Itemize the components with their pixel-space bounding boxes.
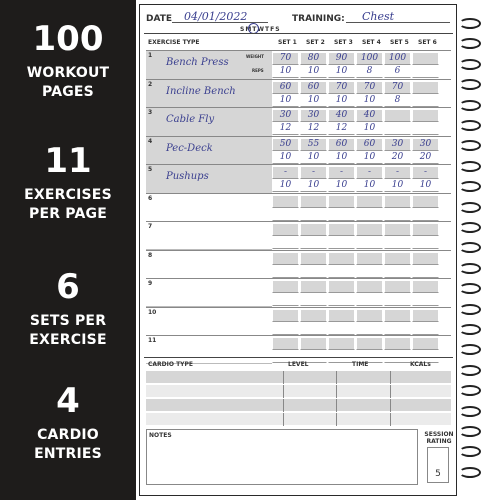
exercise-name: Bench Press <box>166 57 229 68</box>
cardio-row[interactable] <box>146 413 451 426</box>
reps-cell[interactable] <box>384 179 411 192</box>
set-header: SET 6 <box>418 39 437 46</box>
weight-cell[interactable] <box>384 309 411 322</box>
binding-ring-icon <box>459 59 481 70</box>
reps-cell[interactable] <box>412 65 439 78</box>
reps-value: 12 <box>279 123 292 133</box>
weight-cell[interactable] <box>356 223 383 236</box>
reps-cell[interactable] <box>356 151 383 164</box>
weight-value: 80 <box>307 53 320 63</box>
training-label: TRAINING: <box>292 14 345 24</box>
reps-value: 10 <box>419 180 432 190</box>
weight-value: - <box>395 167 400 177</box>
weight-cell[interactable] <box>300 81 327 94</box>
reps-cell[interactable] <box>384 65 411 78</box>
cardio-column-divider <box>390 385 391 398</box>
weight-cell[interactable] <box>356 195 383 208</box>
weight-value: 70 <box>363 81 376 92</box>
reps-cell[interactable] <box>272 179 299 192</box>
weight-cell[interactable] <box>384 81 411 94</box>
reps-cell[interactable] <box>328 236 355 249</box>
reps-cell[interactable] <box>300 293 327 306</box>
exercise-number: 2 <box>148 80 153 88</box>
date-label: DATE <box>146 14 173 24</box>
weight-value: 60 <box>335 138 348 149</box>
weight-cell[interactable] <box>272 309 299 322</box>
feature-number: 4 <box>56 381 80 421</box>
reps-cell[interactable] <box>300 236 327 249</box>
weight-cell[interactable] <box>356 109 383 122</box>
exercise-name-cell[interactable] <box>146 336 272 364</box>
exercise-row <box>146 50 451 78</box>
reps-cell[interactable] <box>272 236 299 249</box>
reps-cell[interactable] <box>356 94 383 107</box>
weight-cell[interactable] <box>412 166 439 179</box>
weight-cell[interactable] <box>328 195 355 208</box>
reps-cell[interactable] <box>412 151 439 164</box>
binding-ring-icon <box>459 263 481 274</box>
weight-cell[interactable] <box>300 138 327 151</box>
training-value[interactable]: Chest <box>362 10 395 23</box>
feature-cardio <box>0 382 136 464</box>
weight-cell[interactable] <box>356 309 383 322</box>
session-label: SESSION <box>424 431 454 438</box>
exercise-number: 4 <box>148 137 153 145</box>
weight-cell[interactable] <box>272 52 299 65</box>
kcals-label: KCALs <box>410 361 431 368</box>
set-header: SET 1 <box>278 39 297 46</box>
date-value[interactable]: 04/01/2022 <box>184 10 248 23</box>
reps-label: REPS <box>252 68 264 73</box>
exercise-row <box>146 335 451 363</box>
binding-ring-icon <box>459 242 481 253</box>
cardio-row[interactable] <box>146 399 451 412</box>
reps-value: 10 <box>335 66 348 76</box>
binding-ring-icon <box>459 304 481 315</box>
weight-cell[interactable] <box>272 166 299 179</box>
binding-ring-icon <box>459 38 481 49</box>
reps-value: 12 <box>335 123 348 133</box>
feature-line: PER PAGE <box>29 206 107 222</box>
time-label: TIME <box>352 361 369 368</box>
weight-cell[interactable] <box>412 309 439 322</box>
exercise-row <box>146 107 451 135</box>
weight-value: 70 <box>335 81 348 92</box>
weight-cell[interactable] <box>300 309 327 322</box>
reps-value: 10 <box>279 151 292 162</box>
reps-value: 10 <box>279 180 292 190</box>
weight-cell[interactable] <box>300 195 327 208</box>
reps-cell[interactable] <box>300 322 327 335</box>
reps-value: 10 <box>363 123 376 133</box>
set-header: SET 5 <box>390 39 409 46</box>
reps-cell[interactable] <box>272 265 299 278</box>
reps-cell[interactable] <box>384 322 411 335</box>
reps-cell[interactable] <box>384 151 411 164</box>
feature-line: EXERCISE <box>29 332 107 348</box>
reps-cell[interactable] <box>384 94 411 107</box>
weight-cell[interactable] <box>328 109 355 122</box>
reps-cell[interactable] <box>412 208 439 221</box>
exercise-name-cell[interactable] <box>146 279 272 307</box>
reps-cell[interactable] <box>328 94 355 107</box>
exercise-row <box>146 164 451 192</box>
weight-cell[interactable] <box>300 109 327 122</box>
exercise-name: Pushups <box>166 171 209 182</box>
weight-cell[interactable] <box>384 195 411 208</box>
cardio-column-divider <box>283 371 284 384</box>
reps-value: 20 <box>419 151 432 162</box>
reps-cell[interactable] <box>300 94 327 107</box>
weight-value: 70 <box>279 53 292 63</box>
reps-cell[interactable] <box>328 179 355 192</box>
reps-cell[interactable] <box>300 151 327 164</box>
set-header: SET 2 <box>306 39 325 46</box>
weight-value: 30 <box>307 110 320 120</box>
reps-cell[interactable] <box>272 65 299 78</box>
weight-cell[interactable] <box>384 252 411 265</box>
binding-ring-icon <box>459 365 481 376</box>
weight-cell[interactable] <box>384 52 411 65</box>
session-rating-box[interactable] <box>427 447 449 483</box>
exercise-number: 8 <box>148 251 153 259</box>
exercise-number: 5 <box>148 166 153 173</box>
weight-cell[interactable] <box>412 280 439 293</box>
weight-value: 90 <box>335 53 348 63</box>
feature-line: SETS PER <box>29 313 107 329</box>
reps-cell[interactable] <box>412 265 439 278</box>
feature-sets <box>0 268 136 350</box>
reps-cell[interactable] <box>272 322 299 335</box>
binding-ring-icon <box>459 181 481 192</box>
reps-cell[interactable] <box>356 265 383 278</box>
feature-line: WORKOUT <box>26 65 110 81</box>
weight-value: 70 <box>391 81 404 92</box>
binding-ring-icon <box>459 467 481 478</box>
weight-value: 100 <box>388 53 407 63</box>
reps-cell[interactable] <box>412 236 439 249</box>
reps-cell[interactable] <box>272 293 299 306</box>
reps-cell[interactable] <box>300 265 327 278</box>
feature-line: ENTRIES <box>34 446 102 462</box>
weight-cell[interactable] <box>412 252 439 265</box>
feature-line: CARDIO <box>37 427 99 443</box>
weight-cell[interactable] <box>328 337 355 350</box>
reps-cell[interactable] <box>384 236 411 249</box>
weight-cell[interactable] <box>412 109 439 122</box>
weight-cell[interactable] <box>272 109 299 122</box>
weight-cell[interactable] <box>412 52 439 65</box>
reps-cell[interactable] <box>384 208 411 221</box>
reps-cell[interactable] <box>328 322 355 335</box>
exercise-number: 6 <box>148 194 153 202</box>
reps-cell[interactable] <box>356 236 383 249</box>
binding-ring-icon <box>459 79 481 90</box>
weight-value: - <box>423 167 428 177</box>
weight-value: - <box>367 167 372 177</box>
weight-value: 30 <box>419 138 432 149</box>
reps-cell[interactable] <box>300 65 327 78</box>
feature-number: 100 <box>32 19 104 59</box>
binding-ring-icon <box>459 426 481 437</box>
weight-value: 60 <box>363 138 376 149</box>
reps-value: 10 <box>363 180 376 190</box>
reps-cell[interactable] <box>356 293 383 306</box>
reps-cell[interactable] <box>328 122 355 135</box>
reps-cell[interactable] <box>412 94 439 107</box>
reps-cell[interactable] <box>356 322 383 335</box>
feature-panel <box>0 0 136 500</box>
weight-cell[interactable] <box>384 337 411 350</box>
weight-value: - <box>283 167 288 177</box>
weight-cell[interactable] <box>356 280 383 293</box>
binding-ring-icon <box>459 161 481 172</box>
cardio-row[interactable] <box>146 371 451 384</box>
weight-cell[interactable] <box>272 280 299 293</box>
reps-cell[interactable] <box>356 208 383 221</box>
cardio-column-divider <box>336 385 337 398</box>
weight-value: 60 <box>279 81 292 92</box>
reps-value: 10 <box>307 66 320 76</box>
weight-cell[interactable] <box>328 223 355 236</box>
weight-cell[interactable] <box>384 223 411 236</box>
weight-cell[interactable] <box>384 166 411 179</box>
weight-value: 55 <box>307 138 320 149</box>
reps-value: 10 <box>279 94 292 105</box>
cardio-column-divider <box>336 399 337 412</box>
exercise-name-cell[interactable] <box>146 251 272 279</box>
weight-value: 30 <box>391 138 404 149</box>
reps-cell[interactable] <box>300 179 327 192</box>
reps-cell[interactable] <box>356 65 383 78</box>
reps-value: 10 <box>279 66 292 76</box>
reps-cell[interactable] <box>412 122 439 135</box>
weight-value: - <box>339 167 344 177</box>
cardio-type-label: CARDIO TYPE <box>148 361 194 368</box>
weight-cell[interactable] <box>412 81 439 94</box>
exercise-name: Incline Bench <box>166 85 236 97</box>
session-rating-value: 5 <box>435 469 441 479</box>
weight-cell[interactable] <box>412 195 439 208</box>
reps-value: 10 <box>363 151 376 162</box>
weight-cell[interactable] <box>272 252 299 265</box>
binding-ring-icon <box>459 283 481 294</box>
reps-cell[interactable] <box>272 94 299 107</box>
weight-cell[interactable] <box>412 138 439 151</box>
weight-cell[interactable] <box>300 280 327 293</box>
reps-value: 20 <box>391 151 404 162</box>
exercise-row <box>146 250 451 278</box>
feature-line: PAGES <box>42 84 94 100</box>
weight-cell[interactable] <box>300 223 327 236</box>
cardio-column-divider <box>390 413 391 426</box>
binding-ring-icon <box>459 406 481 417</box>
weight-cell[interactable] <box>272 81 299 94</box>
weight-cell[interactable] <box>300 166 327 179</box>
reps-value: 10 <box>335 94 348 105</box>
exercise-row <box>146 307 451 335</box>
cardio-column-divider <box>283 399 284 412</box>
weight-value: 30 <box>279 110 292 120</box>
weight-cell[interactable] <box>272 195 299 208</box>
weight-cell[interactable] <box>300 52 327 65</box>
weekday-selector[interactable]: SMTWTFS <box>240 26 281 33</box>
weight-label: WEIGHT <box>246 54 264 59</box>
exercise-name-cell[interactable] <box>146 165 272 193</box>
weight-cell[interactable] <box>328 52 355 65</box>
exercise-row <box>146 79 451 107</box>
cardio-column-divider <box>283 413 284 426</box>
cardio-row[interactable] <box>146 385 451 398</box>
weight-cell[interactable] <box>412 223 439 236</box>
reps-value: 10 <box>363 94 376 105</box>
exercise-number: 1 <box>148 52 153 59</box>
reps-cell[interactable] <box>300 122 327 135</box>
exercise-number: 11 <box>148 337 157 344</box>
exercise-number: 7 <box>148 223 153 230</box>
reps-cell[interactable] <box>412 322 439 335</box>
cardio-column-divider <box>336 413 337 426</box>
weight-cell[interactable] <box>300 337 327 350</box>
reps-value: 10 <box>307 94 320 105</box>
binding-ring-icon <box>459 385 481 396</box>
reps-value: 10 <box>307 151 320 162</box>
reps-cell[interactable] <box>300 208 327 221</box>
level-label: LEVEL <box>288 361 309 368</box>
weight-cell[interactable] <box>356 337 383 350</box>
exercise-name: Pec-Deck <box>166 142 213 154</box>
binding-ring-icon <box>459 18 481 29</box>
feature-pages <box>0 20 136 102</box>
cardio-column-divider <box>390 399 391 412</box>
exercise-header-row <box>146 37 451 49</box>
reps-cell[interactable] <box>272 122 299 135</box>
exercise-row <box>146 278 451 306</box>
cardio-column-divider <box>283 385 284 398</box>
reps-cell[interactable] <box>272 208 299 221</box>
weight-cell[interactable] <box>356 252 383 265</box>
weight-cell[interactable] <box>328 309 355 322</box>
cardio-divider <box>144 357 453 358</box>
reps-cell[interactable] <box>328 265 355 278</box>
weight-cell[interactable] <box>272 138 299 151</box>
set-header: SET 4 <box>362 39 381 46</box>
exercise-name-cell[interactable] <box>146 308 272 336</box>
binding-ring-icon <box>459 140 481 151</box>
reps-cell[interactable] <box>384 265 411 278</box>
exercise-row <box>146 136 451 164</box>
feature-number: 11 <box>44 141 92 181</box>
binding-ring-icon <box>459 100 481 111</box>
reps-cell[interactable] <box>412 293 439 306</box>
reps-cell[interactable] <box>328 208 355 221</box>
weight-cell[interactable] <box>328 166 355 179</box>
exercise-name-cell[interactable] <box>146 222 272 250</box>
reps-value: 10 <box>335 180 348 190</box>
reps-cell[interactable] <box>328 293 355 306</box>
weight-cell[interactable] <box>356 166 383 179</box>
weight-cell[interactable] <box>272 223 299 236</box>
set-header: SET 3 <box>334 39 353 46</box>
weight-value: 100 <box>360 53 379 63</box>
weight-value: - <box>311 167 316 177</box>
cardio-column-divider <box>390 371 391 384</box>
weight-cell[interactable] <box>328 81 355 94</box>
reps-cell[interactable] <box>356 179 383 192</box>
weight-cell[interactable] <box>328 252 355 265</box>
reps-cell[interactable] <box>328 65 355 78</box>
weight-cell[interactable] <box>412 337 439 350</box>
reps-value: 12 <box>307 123 320 133</box>
exercise-number: 3 <box>148 109 153 116</box>
reps-cell[interactable] <box>384 293 411 306</box>
weight-value: 40 <box>363 110 376 120</box>
workout-log-page <box>139 4 457 496</box>
reps-cell[interactable] <box>356 122 383 135</box>
binding-ring-icon <box>459 324 481 335</box>
feature-line: EXERCISES <box>24 187 112 203</box>
reps-value: 10 <box>335 151 348 162</box>
weight-value: 60 <box>307 81 320 92</box>
exercise-name: Cable Fly <box>166 114 215 125</box>
notes-box[interactable] <box>146 429 418 485</box>
weight-cell[interactable] <box>384 138 411 151</box>
exercise-number: 10 <box>148 308 157 316</box>
exercise-row <box>146 193 451 221</box>
binding-ring-icon <box>459 344 481 355</box>
exercise-row <box>146 221 451 249</box>
weight-cell[interactable] <box>300 252 327 265</box>
reps-value: 8 <box>366 66 373 76</box>
weight-cell[interactable] <box>384 280 411 293</box>
weight-cell[interactable] <box>356 52 383 65</box>
feature-exercises <box>0 142 136 224</box>
exercise-name-cell[interactable] <box>146 194 272 222</box>
weight-cell[interactable] <box>328 138 355 151</box>
reps-value: 10 <box>391 180 404 190</box>
weight-cell[interactable] <box>272 337 299 350</box>
reps-value: 8 <box>394 94 401 105</box>
reps-value: 6 <box>394 66 401 76</box>
exercise-number: 9 <box>148 280 153 287</box>
exercise-type-label: EXERCISE TYPE <box>148 39 200 46</box>
weight-value: 50 <box>279 138 292 149</box>
rating-label: RATING <box>426 438 452 445</box>
cardio-column-divider <box>336 371 337 384</box>
binding-ring-icon <box>459 120 481 131</box>
weight-cell[interactable] <box>356 81 383 94</box>
reps-value: 10 <box>307 180 320 190</box>
binding-ring-icon <box>459 202 481 213</box>
header-divider <box>144 33 453 34</box>
weight-cell[interactable] <box>356 138 383 151</box>
reps-cell[interactable] <box>328 151 355 164</box>
reps-cell[interactable] <box>272 151 299 164</box>
binding-ring-icon <box>459 446 481 457</box>
notes-label: NOTES <box>149 432 172 439</box>
reps-cell[interactable] <box>384 122 411 135</box>
reps-cell[interactable] <box>412 179 439 192</box>
feature-number: 6 <box>56 267 80 307</box>
weight-value: 40 <box>335 110 348 120</box>
weight-cell[interactable] <box>384 109 411 122</box>
binding-ring-icon <box>459 222 481 233</box>
weight-cell[interactable] <box>328 280 355 293</box>
